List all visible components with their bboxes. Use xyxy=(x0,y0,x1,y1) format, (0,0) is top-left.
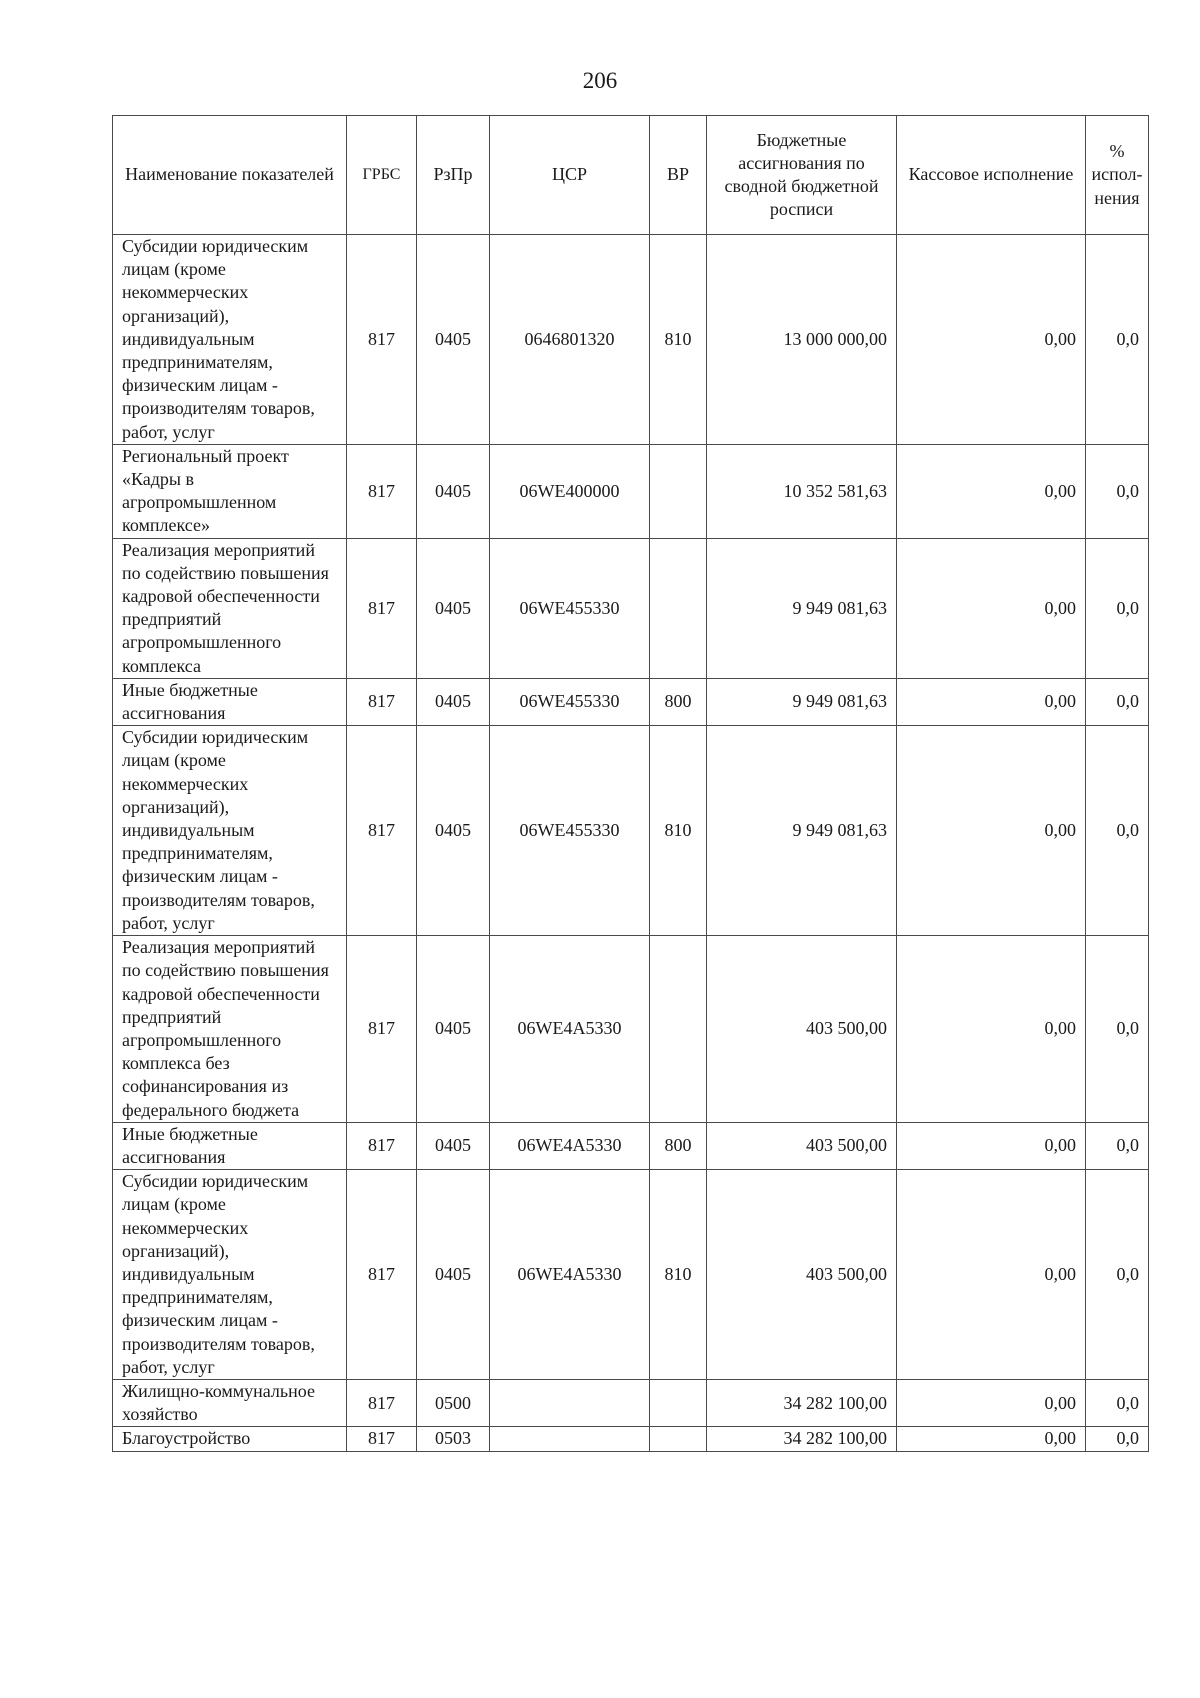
header-grbs: ГРБС xyxy=(347,116,417,235)
row-grbs: 817 xyxy=(347,726,417,936)
row-pct: 0,0 xyxy=(1086,1427,1149,1451)
row-csr: 06WE455330 xyxy=(490,726,650,936)
row-vr xyxy=(650,538,707,678)
row-cash: 0,00 xyxy=(897,1379,1086,1426)
row-assign: 403 500,00 xyxy=(707,1122,897,1169)
row-name: Иные бюджетные ассигнования xyxy=(113,1122,347,1169)
row-vr: 810 xyxy=(650,1170,707,1380)
row-cash: 0,00 xyxy=(897,936,1086,1123)
table-row xyxy=(113,1170,1149,1380)
header-rzpr: РзПр xyxy=(417,116,490,235)
row-pct: 0,0 xyxy=(1086,444,1149,538)
row-grbs: 817 xyxy=(347,444,417,538)
row-name: Иные бюджетные ассигнования xyxy=(113,678,347,725)
row-vr xyxy=(650,936,707,1123)
row-csr: 06WE400000 xyxy=(490,444,650,538)
row-assign: 10 352 581,63 xyxy=(707,444,897,538)
row-grbs: 817 xyxy=(347,1170,417,1380)
header-cash: Кассовое исполнение xyxy=(897,116,1086,235)
row-assign: 34 282 100,00 xyxy=(707,1379,897,1426)
header-name: Наименование показателей xyxy=(113,116,347,235)
row-rzpr: 0405 xyxy=(417,936,490,1123)
row-csr: 0646801320 xyxy=(490,235,650,445)
row-pct: 0,0 xyxy=(1086,1170,1149,1380)
header-pct: % испол-нения xyxy=(1086,116,1149,235)
page-number: 206 xyxy=(582,68,618,93)
row-csr xyxy=(490,1379,650,1426)
row-rzpr: 0405 xyxy=(417,538,490,678)
row-vr: 800 xyxy=(650,1122,707,1169)
row-grbs: 817 xyxy=(347,1379,417,1426)
table-row xyxy=(113,678,1149,725)
row-vr xyxy=(650,1427,707,1451)
row-cash: 0,00 xyxy=(897,678,1086,725)
row-pct: 0,0 xyxy=(1086,678,1149,725)
row-assign: 403 500,00 xyxy=(707,1170,897,1380)
row-csr: 06WE455330 xyxy=(490,538,650,678)
table-row xyxy=(113,1427,1149,1451)
row-name: Субсидии юридическим лицам (кроме некоммерческих организаций), индивидуальным предпринимателям, физическим лицам - производителям товаров, работ, услуг xyxy=(113,1170,347,1380)
row-cash: 0,00 xyxy=(897,538,1086,678)
row-assign: 403 500,00 xyxy=(707,936,897,1123)
row-name: Субсидии юридическим лицам (кроме некоммерческих организаций), индивидуальным предпринимателям, физическим лицам - производителям товаров, работ, услуг xyxy=(113,726,347,936)
row-rzpr: 0405 xyxy=(417,726,490,936)
row-cash: 0,00 xyxy=(897,235,1086,445)
row-vr: 810 xyxy=(650,726,707,936)
row-rzpr: 0503 xyxy=(417,1427,490,1451)
row-pct: 0,0 xyxy=(1086,1122,1149,1169)
row-rzpr: 0405 xyxy=(417,235,490,445)
row-cash: 0,00 xyxy=(897,1170,1086,1380)
row-cash: 0,00 xyxy=(897,1122,1086,1169)
row-assign: 9 949 081,63 xyxy=(707,678,897,725)
header-csr: ЦСР xyxy=(490,116,650,235)
row-csr: 06WE4A5330 xyxy=(490,1122,650,1169)
header-vr: ВР xyxy=(650,116,707,235)
row-grbs: 817 xyxy=(347,235,417,445)
row-grbs: 817 xyxy=(347,936,417,1123)
row-assign: 9 949 081,63 xyxy=(707,538,897,678)
row-rzpr: 0405 xyxy=(417,1122,490,1169)
row-name: Жилищно-коммунальное хозяйство xyxy=(113,1379,347,1426)
table-row xyxy=(113,444,1149,538)
row-cash: 0,00 xyxy=(897,444,1086,538)
row-rzpr: 0405 xyxy=(417,444,490,538)
row-rzpr: 0405 xyxy=(417,678,490,725)
row-grbs: 817 xyxy=(347,538,417,678)
budget-table xyxy=(112,115,1149,1452)
table-row xyxy=(113,1379,1149,1426)
row-vr: 810 xyxy=(650,235,707,445)
row-rzpr: 0500 xyxy=(417,1379,490,1426)
row-assign: 34 282 100,00 xyxy=(707,1427,897,1451)
row-pct: 0,0 xyxy=(1086,235,1149,445)
row-name: Реализация мероприятий по содействию повышения кадровой обеспеченности предприятий агропромышленного комплекса xyxy=(113,538,347,678)
row-csr: 06WE455330 xyxy=(490,678,650,725)
row-rzpr: 0405 xyxy=(417,1170,490,1380)
row-vr xyxy=(650,444,707,538)
row-csr xyxy=(490,1427,650,1451)
header-assign: Бюджетные ассигнования по сводной бюджетной росписи xyxy=(707,116,897,235)
table-row xyxy=(113,726,1149,936)
row-grbs: 817 xyxy=(347,1427,417,1451)
row-cash: 0,00 xyxy=(897,1427,1086,1451)
row-assign: 9 949 081,63 xyxy=(707,726,897,936)
row-csr: 06WE4A5330 xyxy=(490,936,650,1123)
row-name: Благоустройство xyxy=(113,1427,347,1451)
row-pct: 0,0 xyxy=(1086,1379,1149,1426)
table-row xyxy=(113,1122,1149,1169)
row-name: Субсидии юридическим лицам (кроме некоммерческих организаций), индивидуальным предпринимателям, физическим лицам - производителям товаров, работ, услуг xyxy=(113,235,347,445)
table-row xyxy=(113,235,1149,445)
table-row xyxy=(113,538,1149,678)
table-row xyxy=(113,936,1149,1123)
row-name: Региональный проект «Кадры в агропромышленном комплексе» xyxy=(113,444,347,538)
row-pct: 0,0 xyxy=(1086,936,1149,1123)
row-vr xyxy=(650,1379,707,1426)
row-vr: 800 xyxy=(650,678,707,725)
row-csr: 06WE4A5330 xyxy=(490,1170,650,1380)
row-name: Реализация мероприятий по содействию повышения кадровой обеспеченности предприятий агропромышленного комплекса без софинансирования из федерального бюджета xyxy=(113,936,347,1123)
row-pct: 0,0 xyxy=(1086,538,1149,678)
row-grbs: 817 xyxy=(347,1122,417,1169)
row-grbs: 817 xyxy=(347,678,417,725)
row-assign: 13 000 000,00 xyxy=(707,235,897,445)
row-cash: 0,00 xyxy=(897,726,1086,936)
table-header-row xyxy=(113,116,1149,235)
row-pct: 0,0 xyxy=(1086,726,1149,936)
